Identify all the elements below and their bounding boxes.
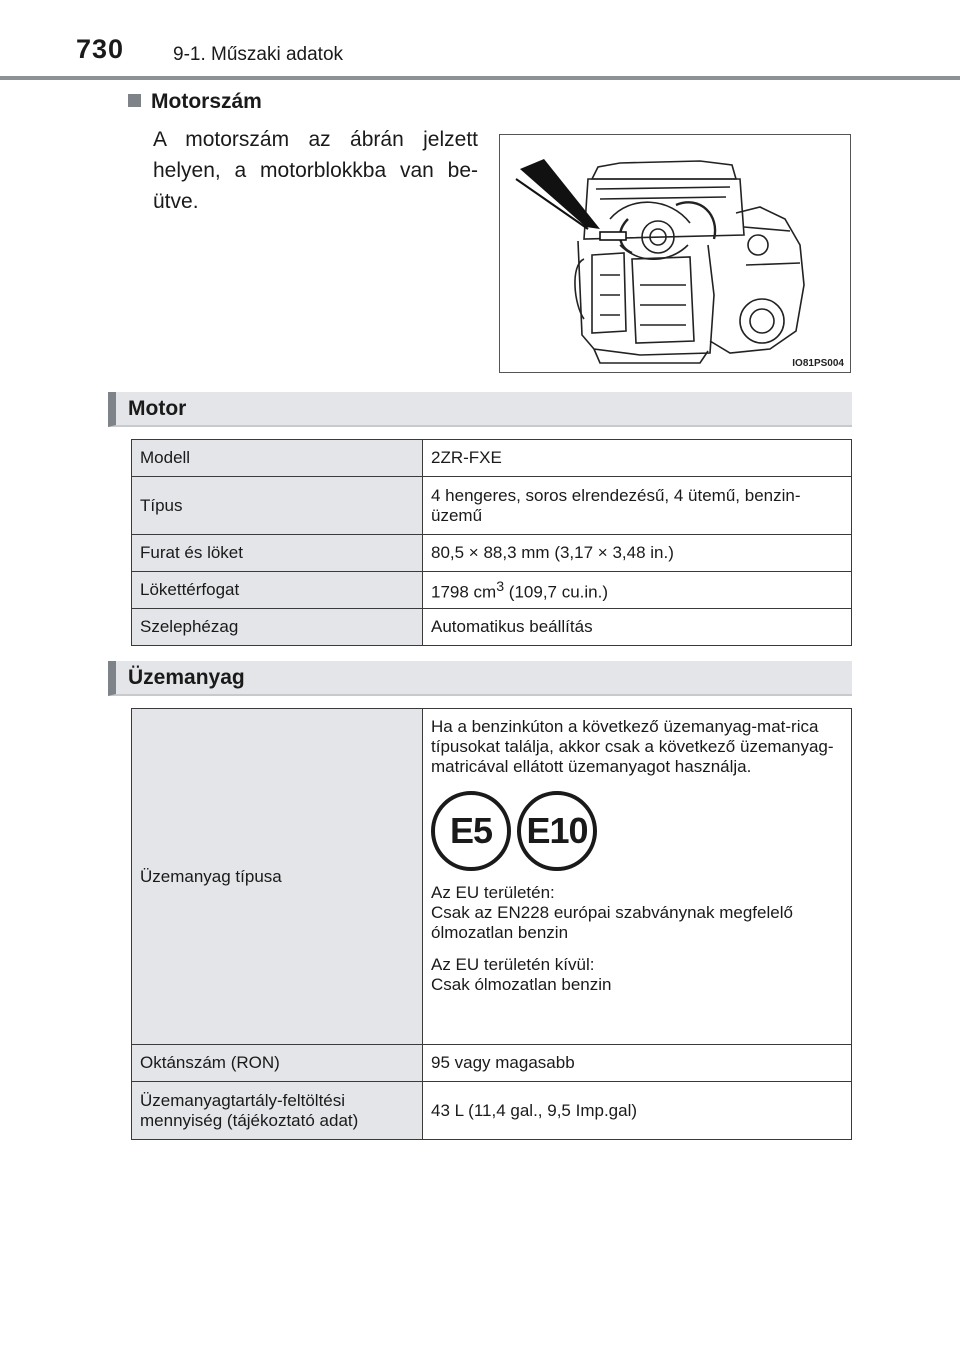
engine-number-text: A motorszám az ábrán jelzett helyen, a motorblokkba van be-ütve. <box>153 128 478 213</box>
table-row <box>132 609 852 646</box>
eu-text: Csak az EN228 európai szabványnak megfelelő ólmozatlan benzin <box>431 903 793 942</box>
chapter-title: 9-1. Műszaki adatok <box>173 44 344 65</box>
spec-label: Modell <box>132 440 423 477</box>
spec-label: Üzemanyag típusa <box>132 709 423 1045</box>
e10-sticker: E10 <box>517 791 597 871</box>
engine-number-heading-text: Motorszám <box>151 90 262 113</box>
spec-value: 80,5 × 88,3 mm (3,17 × 3,48 in.) <box>423 535 852 572</box>
fuel-type-cell <box>423 709 852 1045</box>
table-row <box>132 1082 852 1140</box>
square-bullet-icon <box>128 94 141 107</box>
motor-section-bar <box>108 392 852 427</box>
motor-spec-table <box>131 439 852 646</box>
fuel-stickers <box>431 791 843 871</box>
page-header <box>0 0 960 80</box>
fuel-spec-table <box>131 708 852 1140</box>
displacement-value: 1798 cm <box>431 582 497 602</box>
figure-code: IO81PS004 <box>792 358 844 369</box>
e5-sticker: E5 <box>431 791 511 871</box>
spec-value: 43 L (11,4 gal., 9,5 Imp.gal) <box>423 1082 852 1140</box>
spec-label: Oktánszám (RON) <box>132 1045 423 1082</box>
non-eu-text: Csak ólmozatlan benzin <box>431 975 612 994</box>
table-row <box>132 477 852 535</box>
engine-illustration <box>500 135 850 372</box>
table-row <box>132 1045 852 1082</box>
table-row <box>132 440 852 477</box>
spec-label: Típus <box>132 477 423 535</box>
table-row <box>132 572 852 609</box>
page-number: 730 <box>76 34 125 64</box>
fuel-section-bar <box>108 661 852 696</box>
engine-figure <box>499 134 851 373</box>
spec-value <box>423 572 852 609</box>
spec-label: Üzemanyagtartály-feltöltési mennyiség (tájékoztató adat) <box>132 1082 423 1140</box>
fuel-section-title: Üzemanyag <box>128 666 245 689</box>
table-row <box>132 709 852 1045</box>
spec-value: 2ZR-FXE <box>423 440 852 477</box>
displacement-unit-exponent: 3 <box>496 579 505 596</box>
non-eu-label: Az EU területén kívül: <box>431 955 595 974</box>
spec-value: 95 vagy magasabb <box>423 1045 852 1082</box>
header-rule <box>0 76 960 80</box>
spec-label: Lökettérfogat <box>132 572 423 609</box>
engine-number-heading <box>128 90 262 114</box>
spec-label: Furat és löket <box>132 535 423 572</box>
spec-value: 4 hengeres, soros elrendezésű, 4 ütemű, benzin-üzemű <box>423 477 852 535</box>
displacement-value-rest: (109,7 cu.in.) <box>504 582 609 602</box>
spec-label: Szelephézag <box>132 609 423 646</box>
table-row <box>132 535 852 572</box>
motor-section-title: Motor <box>128 397 187 420</box>
fuel-type-intro: Ha a benzinkúton a következő üzemanyag-mat-rica típusokat találja, akkor csak a következő üzemanyag-matricával ellátott üzemanyagot használja. <box>431 717 834 776</box>
spec-value: Automatikus beállítás <box>423 609 852 646</box>
eu-label: Az EU területén: <box>431 883 555 902</box>
